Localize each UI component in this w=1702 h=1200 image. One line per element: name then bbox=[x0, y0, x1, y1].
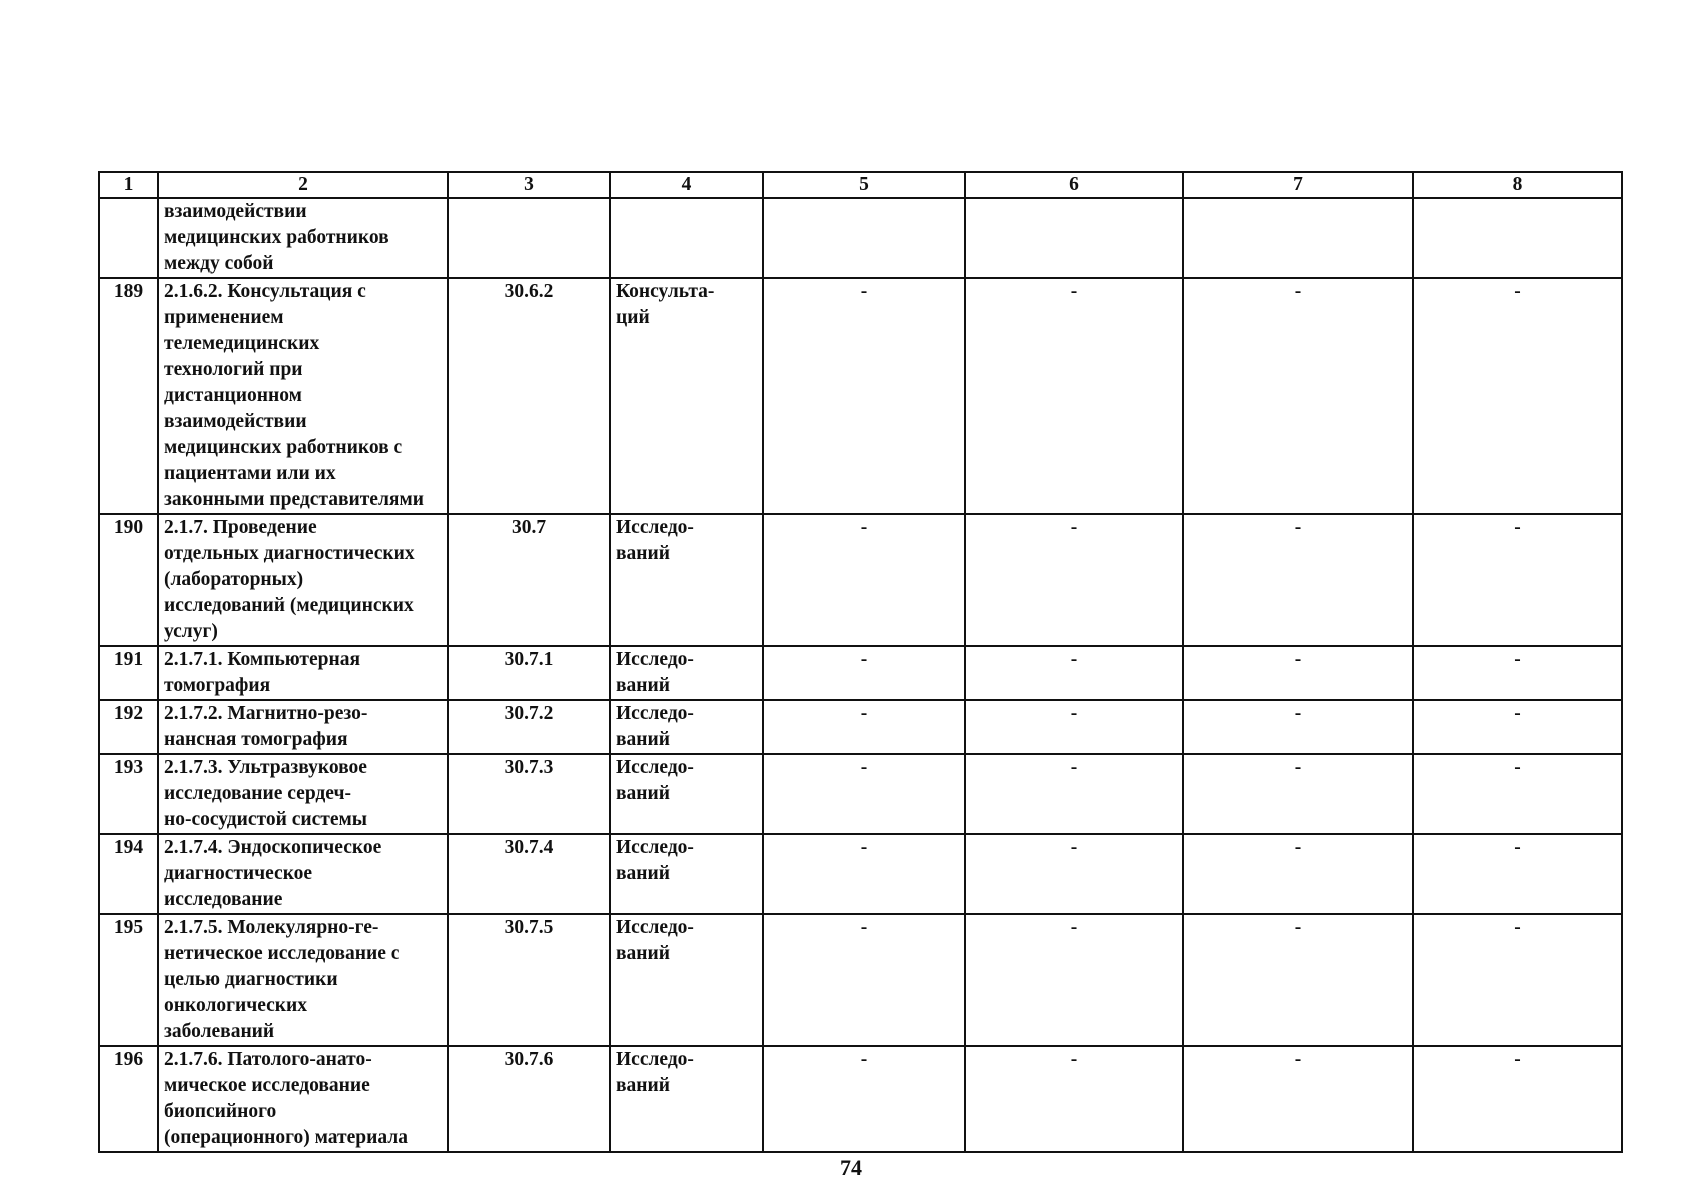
service-name-line: дистанционном bbox=[164, 385, 302, 406]
unit-line: ваний bbox=[616, 943, 670, 964]
table-row bbox=[99, 278, 1622, 514]
value-column-5: - bbox=[763, 646, 965, 700]
column-number-4: 4 bbox=[610, 172, 763, 198]
value-column-7: - bbox=[1183, 278, 1413, 514]
value-column-6: - bbox=[965, 754, 1183, 834]
value-column-6: - bbox=[965, 834, 1183, 914]
value-column-7 bbox=[1183, 198, 1413, 278]
value-column-8: - bbox=[1413, 754, 1622, 834]
column-number-1: 1 bbox=[99, 172, 158, 198]
value-column-8: - bbox=[1413, 278, 1622, 514]
unit-line: ций bbox=[616, 307, 650, 328]
service-name bbox=[158, 834, 448, 914]
service-name-line: томография bbox=[164, 675, 271, 696]
value-column-6: - bbox=[965, 914, 1183, 1046]
unit-of-measure bbox=[610, 646, 763, 700]
value-column-7: - bbox=[1183, 914, 1413, 1046]
service-name-line: 2.1.6.2. Консультация с bbox=[164, 281, 366, 302]
service-name-line: биопсийного bbox=[164, 1101, 277, 1122]
column-number-8: 8 bbox=[1413, 172, 1622, 198]
service-code: 30.7.2 bbox=[448, 700, 610, 754]
value-column-8: - bbox=[1413, 700, 1622, 754]
service-name-line: исследование сердеч- bbox=[164, 783, 351, 804]
service-name-line: взаимодействии bbox=[164, 201, 307, 222]
page-number: 74 bbox=[840, 1155, 862, 1180]
service-name-line: заболеваний bbox=[164, 1021, 275, 1042]
value-column-5: - bbox=[763, 834, 965, 914]
value-column-6: - bbox=[965, 646, 1183, 700]
unit-of-measure bbox=[610, 914, 763, 1046]
service-name-line: 2.1.7.4. Эндоскопическое bbox=[164, 837, 382, 858]
value-column-6: - bbox=[965, 514, 1183, 646]
value-column-5: - bbox=[763, 700, 965, 754]
value-column-5: - bbox=[763, 278, 965, 514]
value-column-8: - bbox=[1413, 514, 1622, 646]
service-name-line: 2.1.7.2. Магнитно-резо- bbox=[164, 703, 368, 724]
unit-of-measure bbox=[610, 700, 763, 754]
unit-line: ваний bbox=[616, 675, 670, 696]
unit-of-measure bbox=[610, 514, 763, 646]
row-number: 193 bbox=[99, 754, 158, 834]
unit-of-measure bbox=[610, 754, 763, 834]
value-column-5: - bbox=[763, 514, 965, 646]
value-column-7: - bbox=[1183, 1046, 1413, 1152]
unit-line: ваний bbox=[616, 1075, 670, 1096]
table-row bbox=[99, 1046, 1622, 1152]
table-row bbox=[99, 914, 1622, 1046]
value-column-8: - bbox=[1413, 1046, 1622, 1152]
service-name-line: медицинских работников bbox=[164, 227, 389, 248]
table-row bbox=[99, 198, 1622, 278]
table-row bbox=[99, 754, 1622, 834]
row-number: 194 bbox=[99, 834, 158, 914]
unit-of-measure bbox=[610, 1046, 763, 1152]
service-name-line: (лабораторных) bbox=[164, 569, 304, 590]
table-row bbox=[99, 834, 1622, 914]
service-name-line: исследование bbox=[164, 889, 283, 910]
column-number-5: 5 bbox=[763, 172, 965, 198]
service-code: 30.7.1 bbox=[448, 646, 610, 700]
unit-line: Исследо- bbox=[616, 917, 694, 938]
value-column-7: - bbox=[1183, 834, 1413, 914]
service-name-line: услуг) bbox=[164, 621, 218, 642]
unit-line: ваний bbox=[616, 543, 670, 564]
service-name-line: 2.1.7.5. Молекулярно-ге- bbox=[164, 917, 379, 938]
column-number-7: 7 bbox=[1183, 172, 1413, 198]
value-column-6: - bbox=[965, 700, 1183, 754]
unit-line: Исследо- bbox=[616, 517, 694, 538]
value-column-7: - bbox=[1183, 514, 1413, 646]
service-code: 30.6.2 bbox=[448, 278, 610, 514]
unit-line: ваний bbox=[616, 863, 670, 884]
service-name bbox=[158, 646, 448, 700]
service-name-line: 2.1.7.3. Ультразвуковое bbox=[164, 757, 367, 778]
value-column-5 bbox=[763, 198, 965, 278]
unit-line: Исследо- bbox=[616, 1049, 694, 1070]
unit-of-measure bbox=[610, 198, 763, 278]
service-name-line: отдельных диагностических bbox=[164, 543, 415, 564]
service-name-line: пациентами или их bbox=[164, 463, 336, 484]
unit-line: Исследо- bbox=[616, 703, 694, 724]
service-name bbox=[158, 700, 448, 754]
service-name bbox=[158, 1046, 448, 1152]
service-code: 30.7.6 bbox=[448, 1046, 610, 1152]
value-column-8: - bbox=[1413, 834, 1622, 914]
value-column-8: - bbox=[1413, 646, 1622, 700]
value-column-6: - bbox=[965, 278, 1183, 514]
service-code: 30.7 bbox=[448, 514, 610, 646]
service-code bbox=[448, 198, 610, 278]
service-name-line: но-сосудистой системы bbox=[164, 809, 368, 830]
service-name bbox=[158, 514, 448, 646]
column-number-6: 6 bbox=[965, 172, 1183, 198]
service-name-line: между собой bbox=[164, 253, 274, 274]
value-column-7: - bbox=[1183, 754, 1413, 834]
table-row bbox=[99, 514, 1622, 646]
service-name-line: взаимодействии bbox=[164, 411, 307, 432]
unit-of-measure bbox=[610, 834, 763, 914]
service-name bbox=[158, 914, 448, 1046]
service-name-line: нетическое исследование с bbox=[164, 943, 400, 964]
service-name-line: технологий при bbox=[164, 359, 303, 380]
service-name-line: медицинских работников с bbox=[164, 437, 403, 458]
value-column-6: - bbox=[965, 1046, 1183, 1152]
column-number-row bbox=[99, 172, 1622, 198]
unit-line: Консульта- bbox=[616, 281, 715, 302]
service-name bbox=[158, 198, 448, 278]
unit-line: Исследо- bbox=[616, 649, 694, 670]
value-column-8 bbox=[1413, 198, 1622, 278]
service-name-line: телемедицинских bbox=[164, 333, 320, 354]
unit-line: ваний bbox=[616, 783, 670, 804]
column-number-2: 2 bbox=[158, 172, 448, 198]
row-number: 190 bbox=[99, 514, 158, 646]
service-code: 30.7.5 bbox=[448, 914, 610, 1046]
services-table bbox=[98, 171, 1623, 1153]
service-code: 30.7.4 bbox=[448, 834, 610, 914]
service-name-line: мическое исследование bbox=[164, 1075, 370, 1096]
unit-of-measure bbox=[610, 278, 763, 514]
service-name-line: 2.1.7.6. Патолого-анато- bbox=[164, 1049, 372, 1070]
unit-line: Исследо- bbox=[616, 757, 694, 778]
row-number: 196 bbox=[99, 1046, 158, 1152]
value-column-7: - bbox=[1183, 646, 1413, 700]
unit-line: ваний bbox=[616, 729, 670, 750]
service-name-line: применением bbox=[164, 307, 284, 328]
value-column-8: - bbox=[1413, 914, 1622, 1046]
service-name-line: законными представителями bbox=[164, 489, 424, 510]
table-row bbox=[99, 700, 1622, 754]
table-body bbox=[99, 198, 1622, 1152]
service-name-line: нансная томография bbox=[164, 729, 348, 750]
service-name-line: целью диагностики bbox=[164, 969, 338, 990]
service-name-line: 2.1.7. Проведение bbox=[164, 517, 317, 538]
service-name-line: онкологических bbox=[164, 995, 308, 1016]
service-code: 30.7.3 bbox=[448, 754, 610, 834]
service-name-line: диагностическое bbox=[164, 863, 313, 884]
row-number: 195 bbox=[99, 914, 158, 1046]
value-column-5: - bbox=[763, 1046, 965, 1152]
row-number: 189 bbox=[99, 278, 158, 514]
service-name-line: (операционного) материала bbox=[164, 1127, 408, 1148]
service-name-line: исследований (медицинских bbox=[164, 595, 414, 616]
value-column-6 bbox=[965, 198, 1183, 278]
service-name bbox=[158, 278, 448, 514]
service-name-line: 2.1.7.1. Компьютерная bbox=[164, 649, 361, 670]
unit-line: Исследо- bbox=[616, 837, 694, 858]
service-name bbox=[158, 754, 448, 834]
row-number bbox=[99, 198, 158, 278]
value-column-7: - bbox=[1183, 700, 1413, 754]
column-number-3: 3 bbox=[448, 172, 610, 198]
value-column-5: - bbox=[763, 754, 965, 834]
row-number: 192 bbox=[99, 700, 158, 754]
value-column-5: - bbox=[763, 914, 965, 1046]
table-row bbox=[99, 646, 1622, 700]
row-number: 191 bbox=[99, 646, 158, 700]
